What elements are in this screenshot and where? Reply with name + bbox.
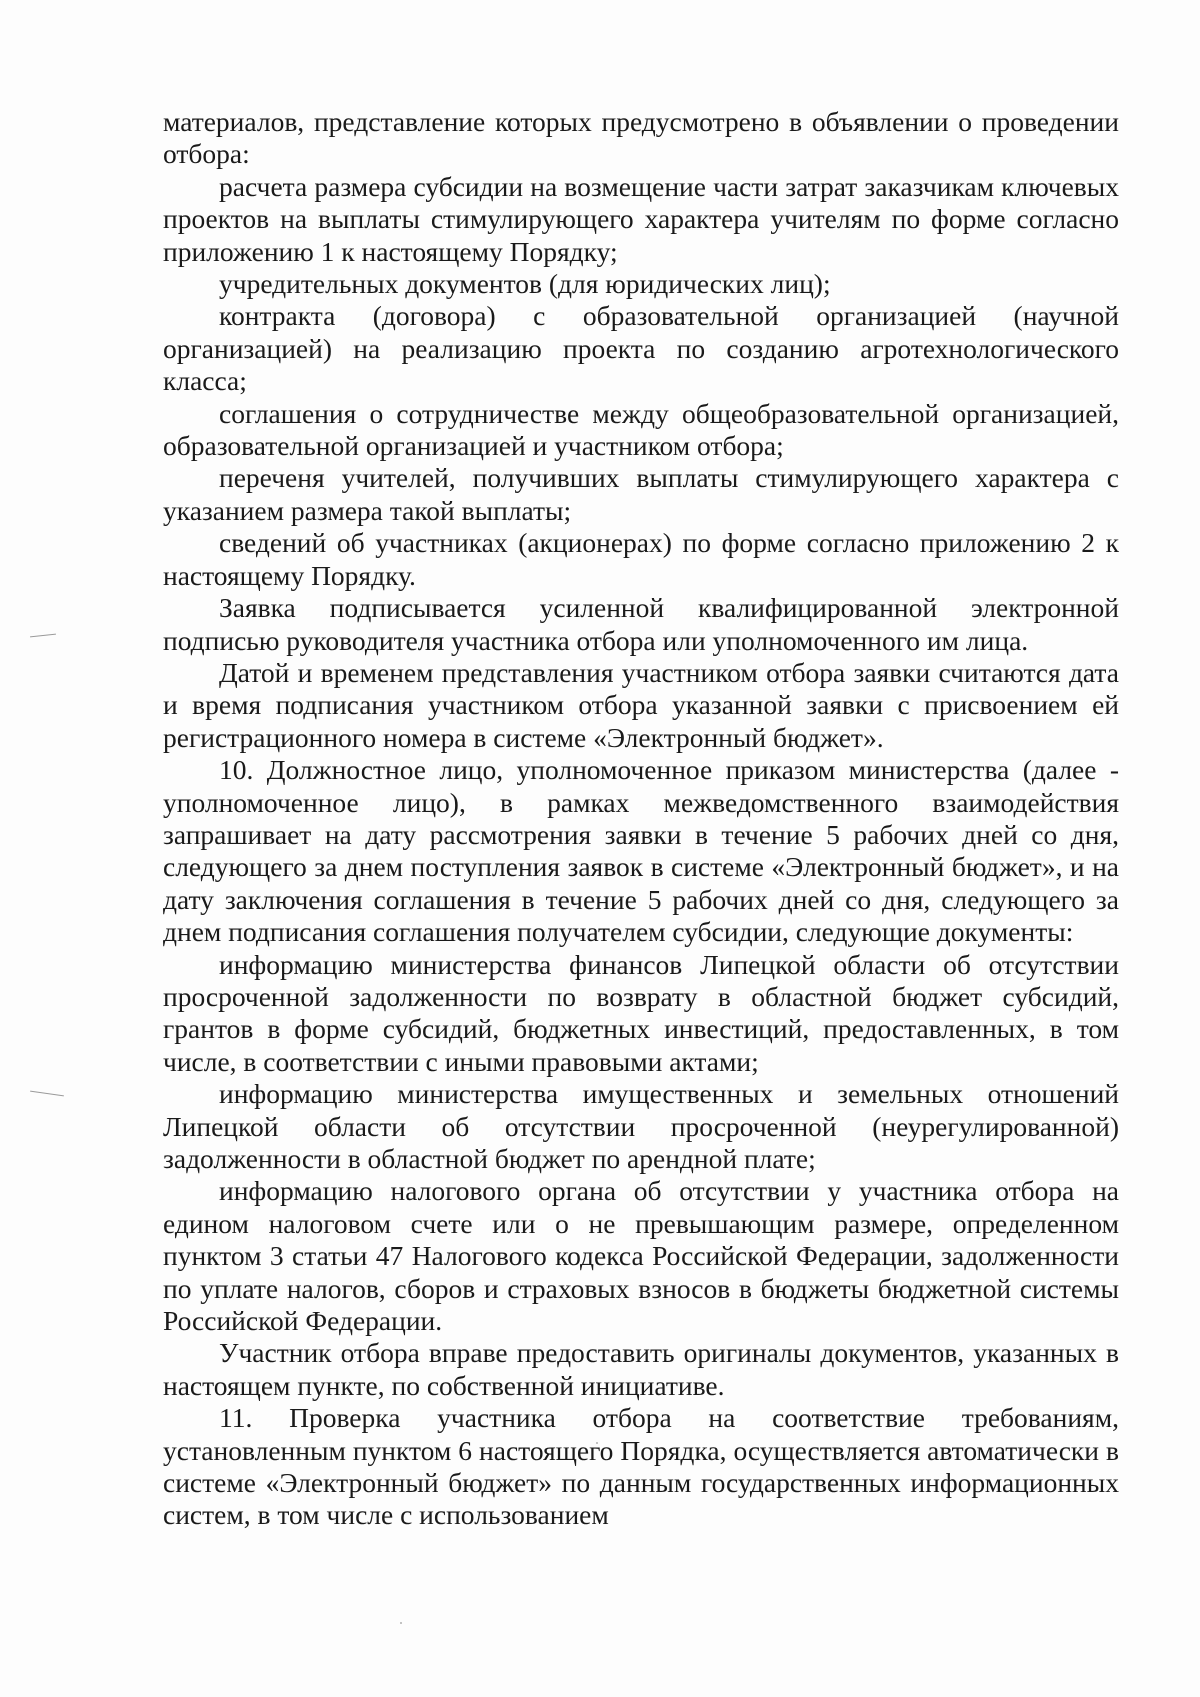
paragraph-clause-11: 11. Проверка участника отбора на соответствие требованиям, установленным пунктом 6 настоящего Порядка, осуществляется автоматически в системе «Электронный бюджет» по данным государственных информационных систем, в том числе с использованием [163, 1402, 1119, 1531]
scan-speck [400, 1622, 402, 1624]
paragraph-submission-date: Датой и временем представления участником отбора заявки считаются дата и время подписания участником отбора указанной заявки с присвоением ей регистрационного номера в системе «Электронный бюджет». [163, 656, 1119, 753]
margin-scan-mark [30, 634, 56, 638]
paragraph-finance-ministry-info: информацию министерства финансов Липецкой области об отсутствии просроченной задолженности по возврату в областной бюджет субсидий, грантов в форме субсидий, бюджетных инвестиций, предоставленных, в том числе, в соответствии с иными правовыми актами; [163, 948, 1119, 1077]
paragraph-application-signature: Заявка подписывается усиленной квалифицированной электронной подписью руководителя участника отбора или уполномоченного им лица. [163, 592, 1119, 656]
paragraph-clause-10: 10. Должностное лицо, уполномоченное приказом министерства (далее - уполномоченное лицо), в рамках межведомственного взаимодействия запрашивает на дату рассмотрения заявки в течение 5 рабочих дней со дня, следующего за днем поступления заявок в системе «Электронный бюджет», и на дату заключения соглашения в течение 5 рабочих дней со дня, следующего за днем подписания соглашения получателем субсидии, следующие документы: [163, 754, 1119, 948]
paragraph-materials: материалов, представление которых предусмотрено в объявлении о проведении отбора: [163, 106, 1119, 170]
paragraph-contract: контракта (договора) с образовательной организацией (научной организацией) на реализацию проекта по созданию агротехнологического класса; [163, 300, 1119, 397]
paragraph-shareholders: сведений об участниках (акционерах) по форме согласно приложению 2 к настоящему Порядку. [163, 527, 1119, 591]
document-body [163, 106, 1119, 1532]
margin-scan-mark [30, 1091, 64, 1097]
paragraph-originals: Участник отбора вправе предоставить оригиналы документов, указанных в настоящем пункте, по собственной инициативе. [163, 1337, 1119, 1401]
paragraph-teachers-list: переченя учителей, получивших выплаты стимулирующего характера с указанием размера такой выплаты; [163, 462, 1119, 526]
paragraph-founding-documents: учредительных документов (для юридических лиц); [219, 268, 831, 300]
paragraph-tax-authority-info: информацию налогового органа об отсутствии у участника отбора на едином налоговом счете или о не превышающим размере, определенном пунктом 3 статьи 47 Налогового кодекса Российской Федерации, задолженности по уплате налогов, сборов и страховых взносов в бюджеты бюджетной системы Российской Федерации. [163, 1175, 1119, 1337]
paragraph-property-ministry-info: информацию министерства имущественных и земельных отношений Липецкой области об отсутствии просроченной (неурегулированной) задолженности в областной бюджет по арендной плате; [163, 1078, 1119, 1174]
paragraph-cooperation-agreement: соглашения о сотрудничестве между общеобразовательной организацией, образовательной организацией и участником отбора; [163, 397, 1119, 462]
paragraph-subsidy-calculation: расчета размера субсидии на возмещение части затрат заказчикам ключевых проектов на выплаты стимулирующего характера учителям по форме согласно приложению 1 к настоящему Порядку; [163, 170, 1119, 267]
